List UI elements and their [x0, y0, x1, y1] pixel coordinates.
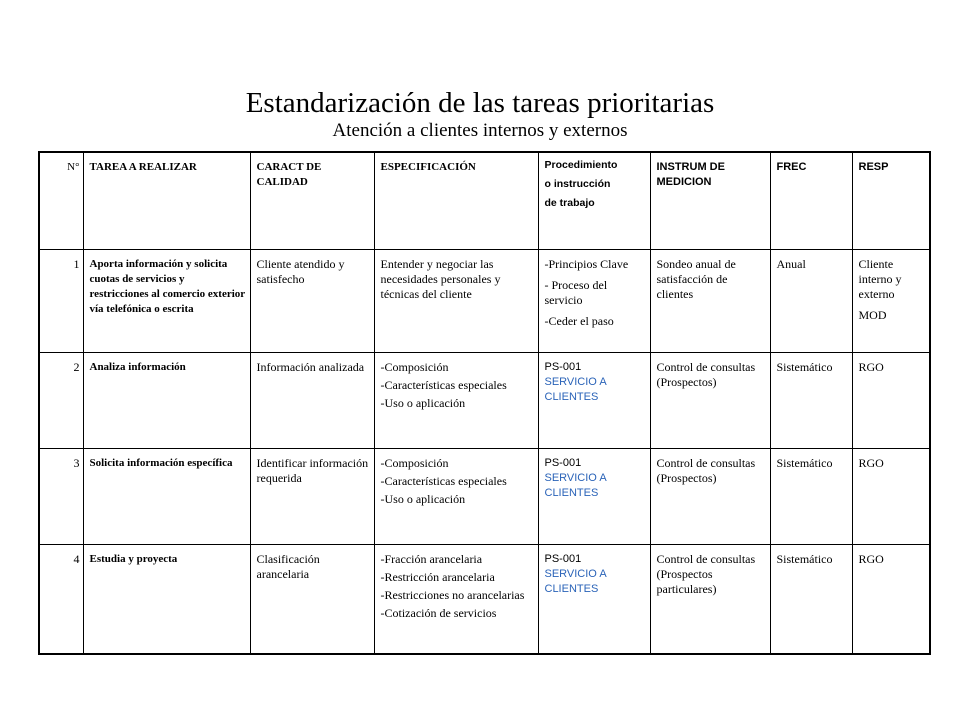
header-caract: CARACT DE CALIDAD [250, 152, 374, 250]
espec-line: -Restricción arancelaria [380, 570, 495, 584]
row-tarea: Estudia y proyecta [83, 545, 250, 655]
row-procedimiento [538, 353, 650, 449]
header-resp: RESP [852, 152, 930, 250]
espec-line: -Composición [380, 360, 449, 374]
row-caract: Identificar información requerida [250, 449, 374, 545]
row-frec: Anual [770, 250, 852, 353]
espec-line: -Fracción arancelaria [380, 552, 483, 566]
proc-line: -Ceder el paso [544, 314, 614, 328]
row-tarea: Aporta información y solicita cuotas de servicios y restricciones al comercio exterior vía telefónica o escrita [83, 250, 250, 353]
row-especificacion [374, 250, 538, 353]
row-especificacion [374, 545, 538, 655]
row-procedimiento [538, 250, 650, 353]
resp-line: Cliente interno y externo [858, 257, 902, 301]
row-caract: Información analizada [250, 353, 374, 449]
row-tarea: Solicita información específica [83, 449, 250, 545]
row-resp [852, 449, 930, 545]
header-num: N° [39, 152, 83, 250]
proc-code: PS-001 [544, 457, 582, 469]
row-num: 1 [39, 250, 83, 353]
table-header-row [39, 152, 930, 250]
table-row [39, 449, 930, 545]
row-procedimiento [538, 545, 650, 655]
header-procedimiento [538, 152, 650, 250]
row-num: 2 [39, 353, 83, 449]
espec-line: -Composición [380, 456, 449, 470]
row-num: 3 [39, 449, 83, 545]
espec-line: -Uso o aplicación [380, 396, 466, 410]
page-subtitle: Atención a clientes internos y externos [332, 120, 628, 141]
page-title: Estandarización de las tareas prioritarias [245, 87, 715, 119]
espec-line: -Restricciones no arancelarias [380, 588, 525, 602]
resp-line: MOD [858, 308, 887, 322]
row-especificacion [374, 449, 538, 545]
row-procedimiento [538, 449, 650, 545]
espec-line: -Cotización de servicios [380, 606, 497, 620]
row-resp [852, 545, 930, 655]
espec-line: -Características especiales [380, 474, 507, 488]
espec-line: -Características especiales [380, 378, 507, 392]
row-resp [852, 353, 930, 449]
row-especificacion [374, 353, 538, 449]
header-instrum: INSTRUM DE MEDICION [650, 152, 770, 250]
proc-line: -Principios Clave [544, 257, 629, 271]
proc-name: SERVICIO A CLIENTES [544, 568, 607, 595]
proc-line: - Proceso del servicio [544, 278, 608, 307]
proc-name: SERVICIO A CLIENTES [544, 472, 607, 499]
header-proc-line: o instrucción [544, 178, 611, 190]
espec-line: -Uso o aplicación [380, 492, 466, 506]
row-frec: Sistemático [770, 449, 852, 545]
row-tarea: Analiza información [83, 353, 250, 449]
table-row [39, 353, 930, 449]
row-frec: Sistemático [770, 353, 852, 449]
row-frec: Sistemático [770, 545, 852, 655]
resp-line: RGO [858, 360, 884, 374]
row-instrum: Control de consultas (Prospectos) [650, 449, 770, 545]
row-caract: Cliente atendido y satisfecho [250, 250, 374, 353]
row-resp [852, 250, 930, 353]
row-caract: Clasificación arancelaria [250, 545, 374, 655]
resp-line: RGO [858, 456, 884, 470]
row-instrum: Control de consultas (Prospectos particulares) [650, 545, 770, 655]
header-proc-line: Procedimiento [544, 159, 618, 171]
proc-code: PS-001 [544, 553, 582, 565]
header-tarea: TAREA A REALIZAR [83, 152, 250, 250]
proc-code: PS-001 [544, 361, 582, 373]
table-row [39, 250, 930, 353]
table-row [39, 545, 930, 655]
header-proc-line: de trabajo [544, 197, 595, 209]
row-instrum: Control de consultas (Prospectos) [650, 353, 770, 449]
header-especificacion: ESPECIFICACIÓN [374, 152, 538, 250]
espec-line: Entender y negociar las necesidades personales y técnicas del cliente [380, 257, 501, 301]
header-frec: FREC [770, 152, 852, 250]
row-instrum: Sondeo anual de satisfacción de clientes [650, 250, 770, 353]
row-num: 4 [39, 545, 83, 655]
tasks-table [38, 151, 931, 655]
proc-name: SERVICIO A CLIENTES [544, 376, 607, 403]
resp-line: RGO [858, 552, 884, 566]
